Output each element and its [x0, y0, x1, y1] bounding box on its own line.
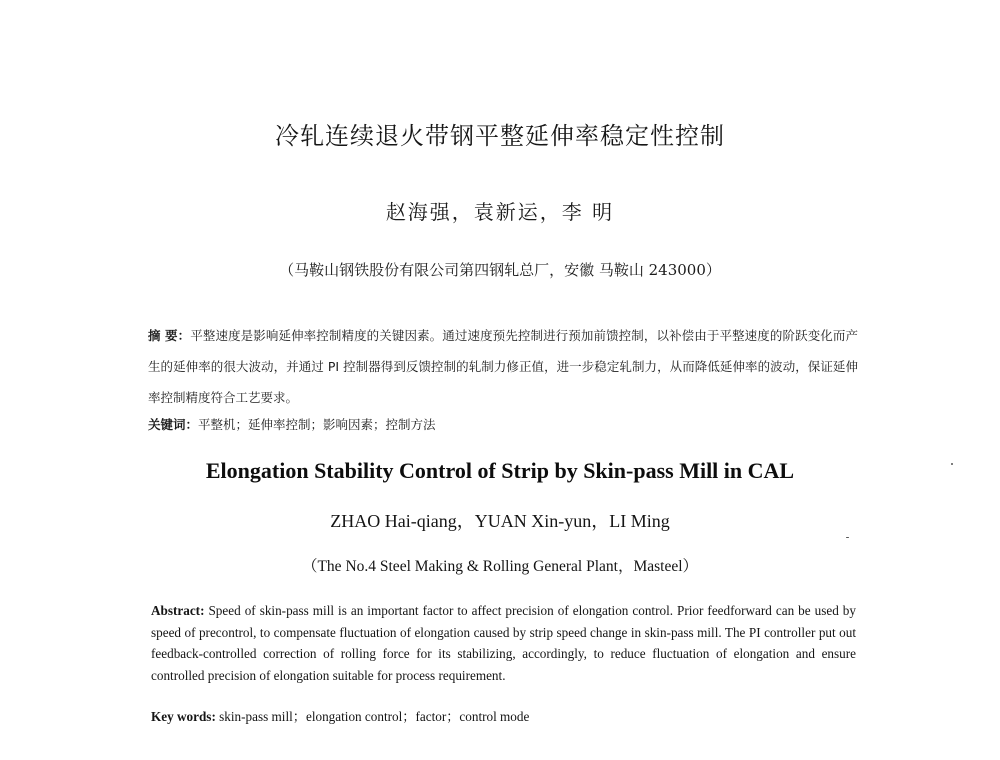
- chinese-keywords: [148, 412, 858, 438]
- english-affiliation: （The No.4 Steel Making & Rolling General Plant，Masteel）: [301, 558, 699, 575]
- chinese-affiliation: （马鞍山钢铁股份有限公司第四钢轧总厂，安徽 马鞍山 243000）: [279, 261, 721, 279]
- scan-speck: [951, 463, 953, 465]
- chinese-title: 冷轧连续退火带钢平整延伸率稳定性控制: [275, 122, 725, 150]
- english-title: Elongation Stability Control of Strip by Skin-pass Mill in CAL: [205, 458, 795, 483]
- english-keywords-label: Key words:: [151, 709, 216, 724]
- chinese-keywords-label: 关键词：: [148, 417, 199, 432]
- chinese-abstract-label: 摘 要：: [148, 328, 191, 343]
- english-keywords: [151, 706, 856, 727]
- chinese-abstract: [148, 320, 858, 413]
- chinese-authors: 赵海强，袁新运，李 明: [385, 200, 615, 224]
- english-abstract: [151, 600, 856, 686]
- scan-speck: [846, 537, 849, 538]
- english-keywords-text: skin-pass mill；elongation control；factor；control mode: [215, 709, 530, 724]
- english-abstract-label: Abstract:: [151, 603, 205, 618]
- english-authors: ZHAO Hai-qiang，YUAN Xin-yun，LI Ming: [330, 511, 670, 531]
- english-abstract-text: Speed of skin-pass mill is an important factor to affect precision of elongation control. Prior feedforward can be used by speed of precontrol, to compensate fluctuation of elongation caused by strip speed change in skin-pass mill. The PI controller put out feedback-controlled correction of rolling force for its stabilizing, accordingly, to reduce fluctuation of elongation and ensure controlled precision of elongation suitable for process requirement.: [151, 603, 856, 683]
- chinese-keywords-text: 平整机；延伸率控制；影响因素；控制方法: [198, 417, 436, 432]
- chinese-abstract-text: 平整速度是影响延伸率控制精度的关键因素。通过速度预先控制进行预加前馈控制，以补偿由于平整速度的阶跃变化而产生的延伸率的很大波动，并通过 PI 控制器得到反馈控制的轧制力修正值，进一步稳定轧制力，从而降低延伸率的波动，保证延伸率控制精度符合工艺要求。: [148, 328, 858, 405]
